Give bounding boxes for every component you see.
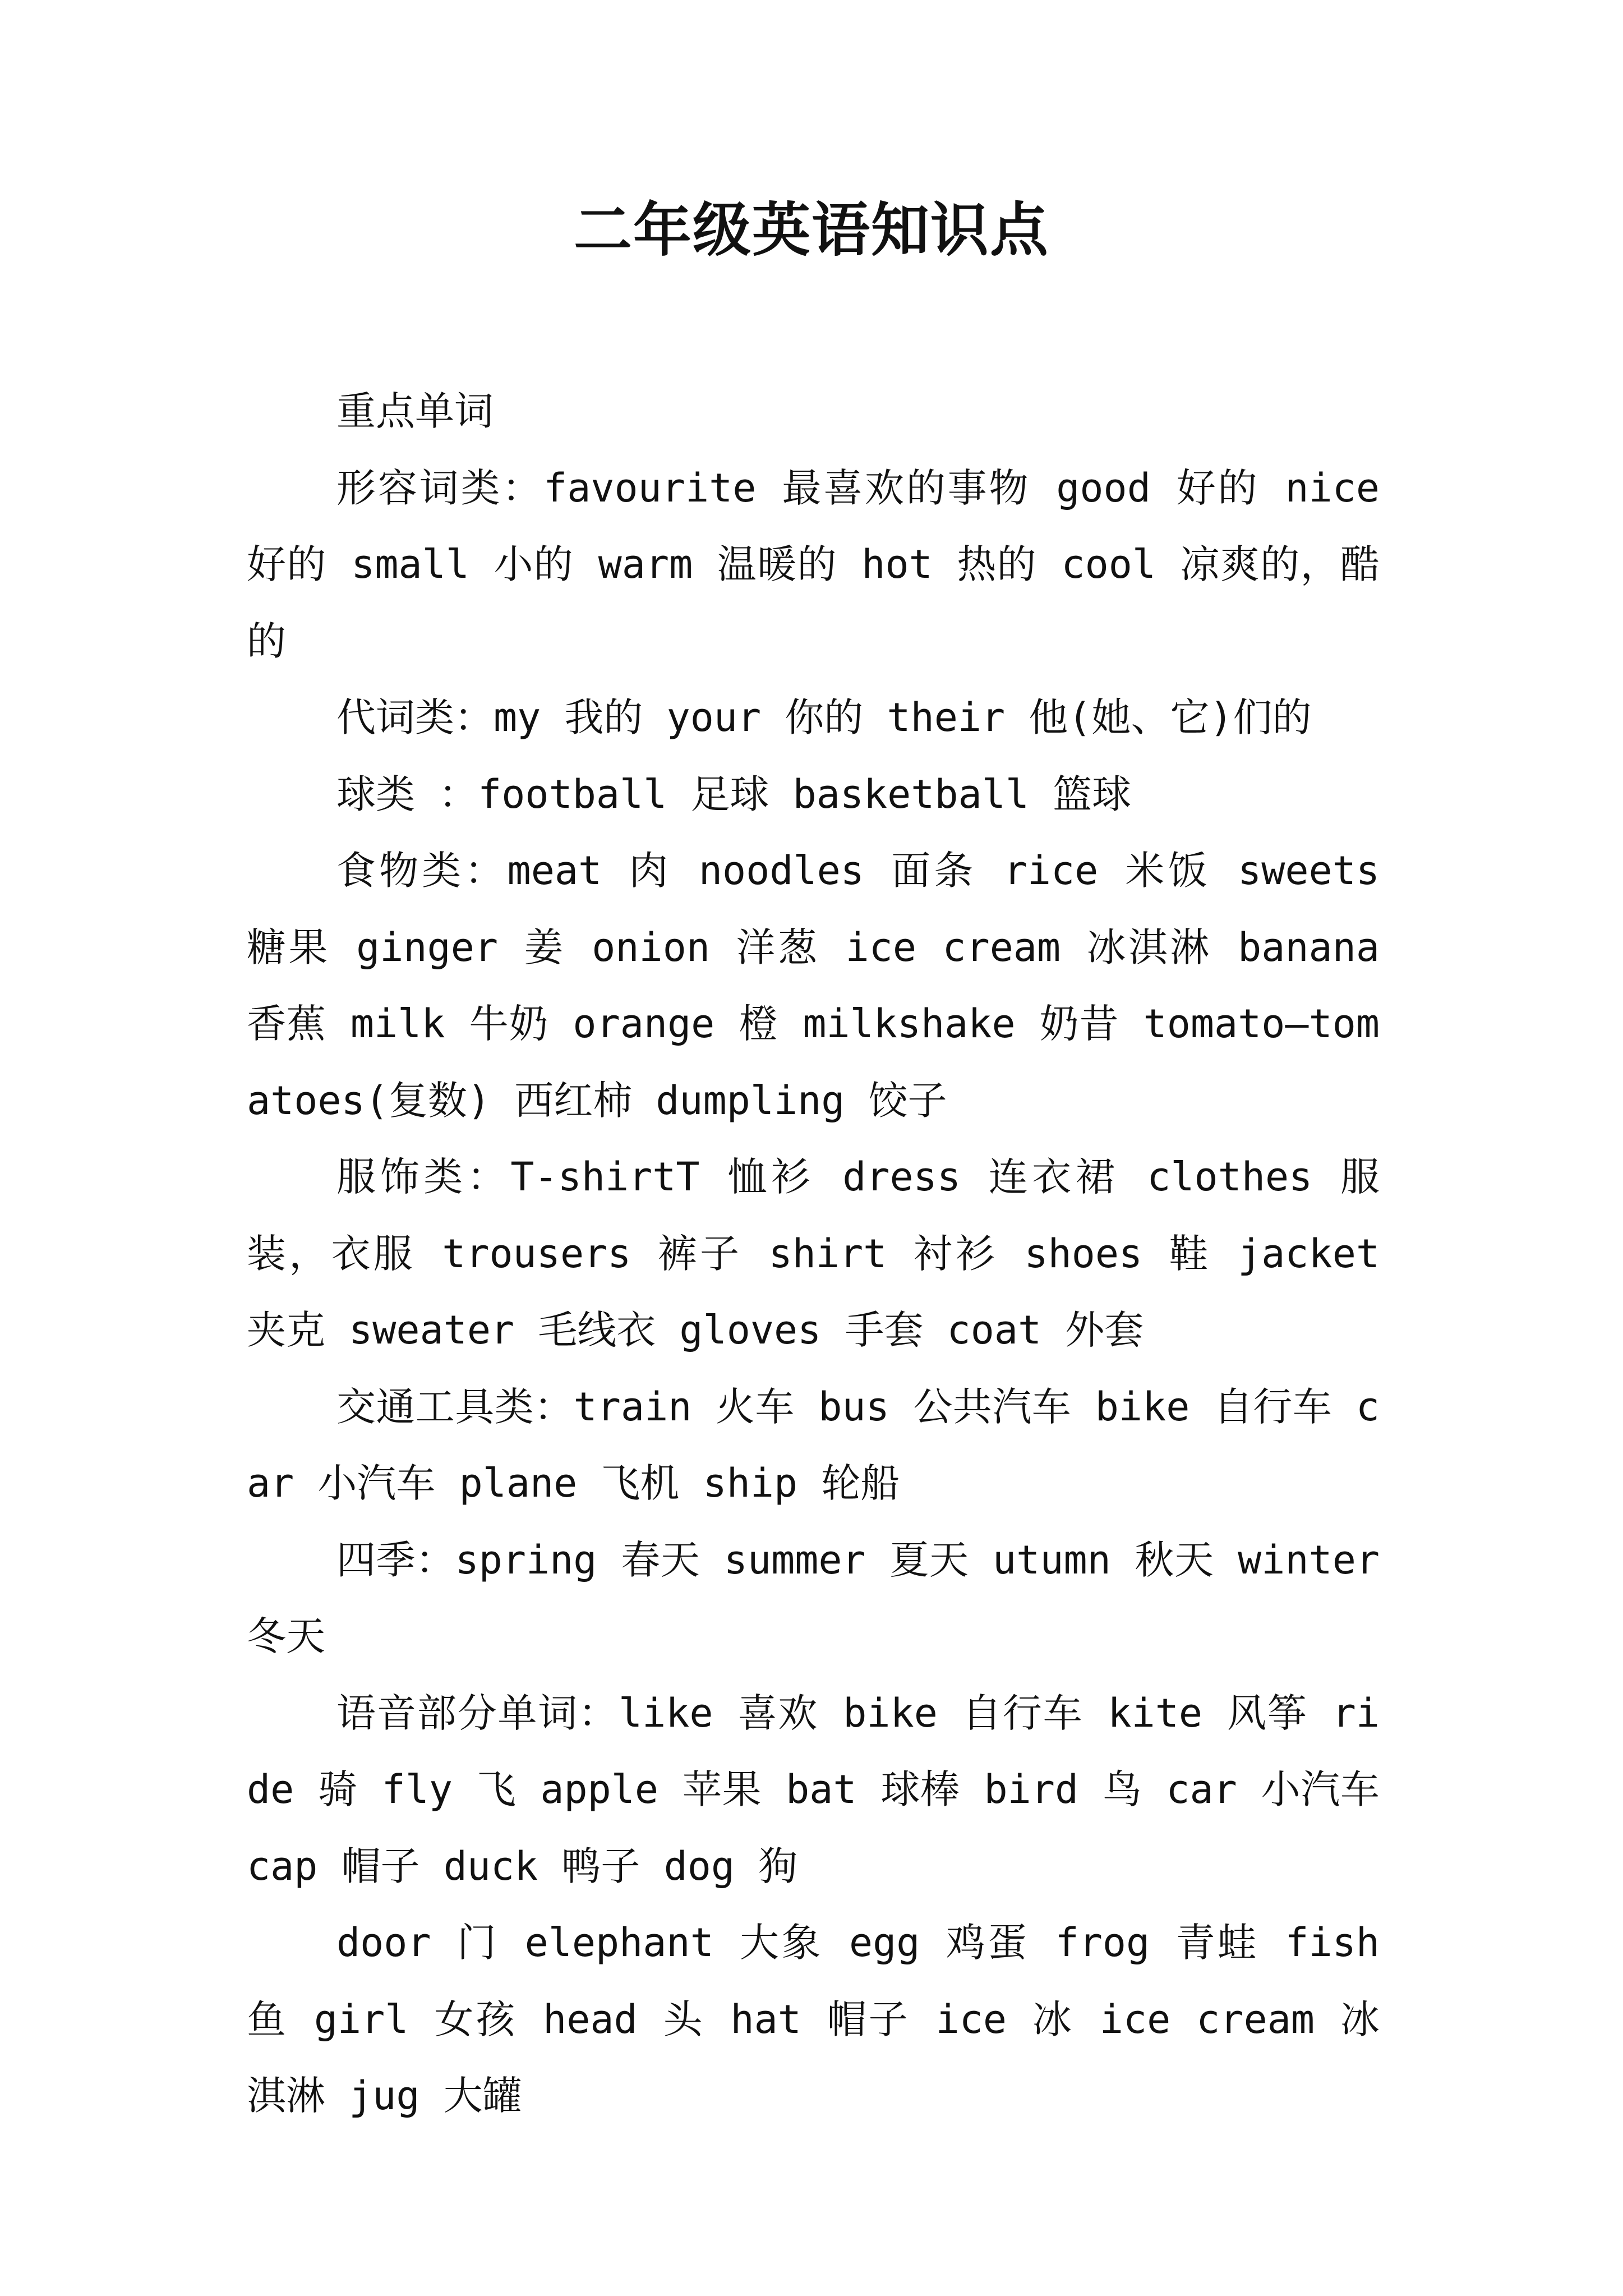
paragraph-adjectives: 形容词类：favourite 最喜欢的事物 good 好的 nice 好的 small 小的 warm 温暖的 hot 热的 cool 凉爽的，酷的 bbox=[247, 464, 1380, 664]
paragraph-clothing: 服饰类：T-shirtT 恤衫 dress 连衣裙 clothes 服装，衣服 trousers 裤子 shirt 衬衫 shoes 鞋 jacket 夹克 sweater 毛线衣 gloves 手套 coat 外套 bbox=[247, 1154, 1380, 1353]
paragraph-balls: 球类 ：football 足球 basketball 篮球 bbox=[336, 771, 1132, 817]
section-heading-key-words: 重点单词 bbox=[336, 388, 494, 434]
paragraph-phonics-words-continued: door 门 elephant 大象 egg 鸡蛋 frog 青蛙 fish 鱼 girl 女孩 head 头 hat 帽子 ice 冰 ice cream 冰淇淋 jug 大罐 bbox=[247, 1920, 1380, 2119]
paragraph-food: 食物类：meat 肉 noodles 面条 rice 米饭 sweets 糖果 ginger 姜 onion 洋葱 ice cream 冰淇淋 banana 香蕉 milk 牛奶 orange 橙 milkshake 奶昔 tomato—tomatoes(复数) 西红柿 dumpling 饺子 bbox=[247, 848, 1380, 1124]
paragraph-pronouns: 代词类：my 我的 your 你的 their 他(她、它)们的 bbox=[336, 694, 1312, 740]
paragraph-seasons: 四季：spring 春天 summer 夏天 utumn 秋天 winter 冬天 bbox=[247, 1536, 1380, 1659]
paragraph-phonics-words: 语音部分单词：like 喜欢 bike 自行车 kite 风筝 ride 骑 fly 飞 apple 苹果 bat 球棒 bird 鸟 car 小汽车 cap 帽子 duck 鸭子 dog 狗 bbox=[247, 1690, 1380, 1889]
document-title: 二年级英语知识点 bbox=[573, 195, 1049, 264]
paragraph-transport: 交通工具类：train 火车 bus 公共汽车 bike 自行车 car 小汽车 plane 飞机 ship 轮船 bbox=[247, 1383, 1380, 1506]
document-body bbox=[247, 373, 1380, 2134]
